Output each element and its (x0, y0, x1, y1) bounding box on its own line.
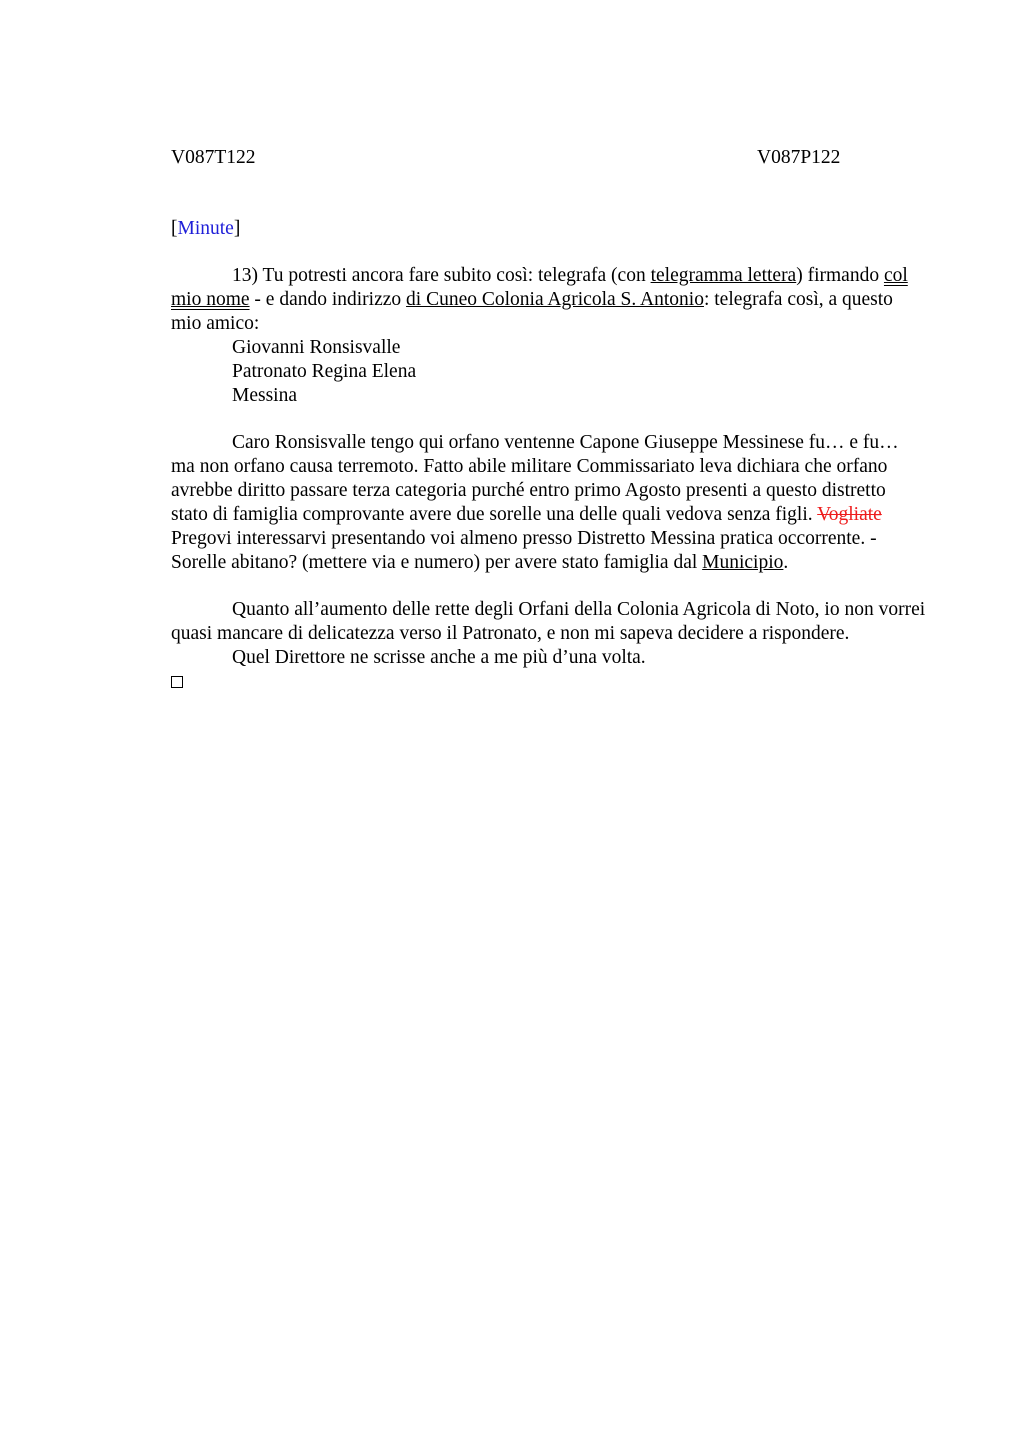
document-code-right: V087P122 (757, 147, 841, 168)
address-line-organization: Patronato Regina Elena (232, 361, 417, 382)
section-label (171, 217, 926, 241)
paragraph-director: Quel Direttore ne scrisse anche a me più d’una volta. (232, 647, 646, 668)
p1-text-4: : telegrafa così, a questo mio amico: (171, 289, 893, 334)
p1-text-3: - e dando indirizzo (249, 289, 407, 310)
section-label-close: ] (233, 218, 241, 239)
p1-double-underlined-name: col mio nome (171, 265, 908, 310)
p1-underlined-telegram-type: telegramma lettera (650, 265, 797, 286)
checkbox-icon[interactable] (171, 676, 183, 688)
p2-underlined-municipio: Municipio (702, 552, 784, 573)
p1-text-1: 13) Tu potresti ancora fare subito così: telegrafa (con (232, 265, 651, 286)
p1-underlined-address: di Cuneo Colonia Agricola S. Antonio (406, 289, 704, 310)
paragraph-telegram-text (171, 431, 926, 575)
p1-text-2: ) firmando (796, 265, 884, 286)
p2-text-2: Pregovi interessarvi presentando voi almeno presso Distretto Messina pratica occorrente. - Sorelle abitano? (mettere via e numero) per avere stato famiglia dal (171, 528, 877, 573)
paragraph-instructions (171, 264, 926, 336)
p2-struck-word: Vogliate (817, 504, 882, 525)
address-line-city: Messina (232, 385, 297, 406)
section-label-open: [ (171, 218, 178, 239)
recipient-address (171, 336, 926, 408)
document-body (171, 217, 926, 695)
document-code-left: V087T122 (171, 147, 256, 168)
paragraph-fees: Quanto all’aumento delle rette degli Orfani della Colonia Agricola di Noto, io non vorrei quasi mancare di delicatezza verso il Patronato, e non mi sapeva decidere a rispondere. (171, 599, 926, 644)
p2-text-3: . (783, 552, 789, 573)
address-line-name: Giovanni Ronsisvalle (232, 337, 401, 358)
p2-text-1: Caro Ronsisvalle tengo qui orfano ventenne Capone Giuseppe Messinese fu… e fu… ma non orfano causa terremoto. Fatto abile militare Commissariato leva dichiara che orfano avrebbe diritto passare terza categoria purché entro primo Agosto presenti a questo distretto stato di famiglia comprovante avere due sorelle una delle quali vedova senza figli. (171, 432, 899, 525)
section-label-text: Minute (177, 218, 234, 239)
